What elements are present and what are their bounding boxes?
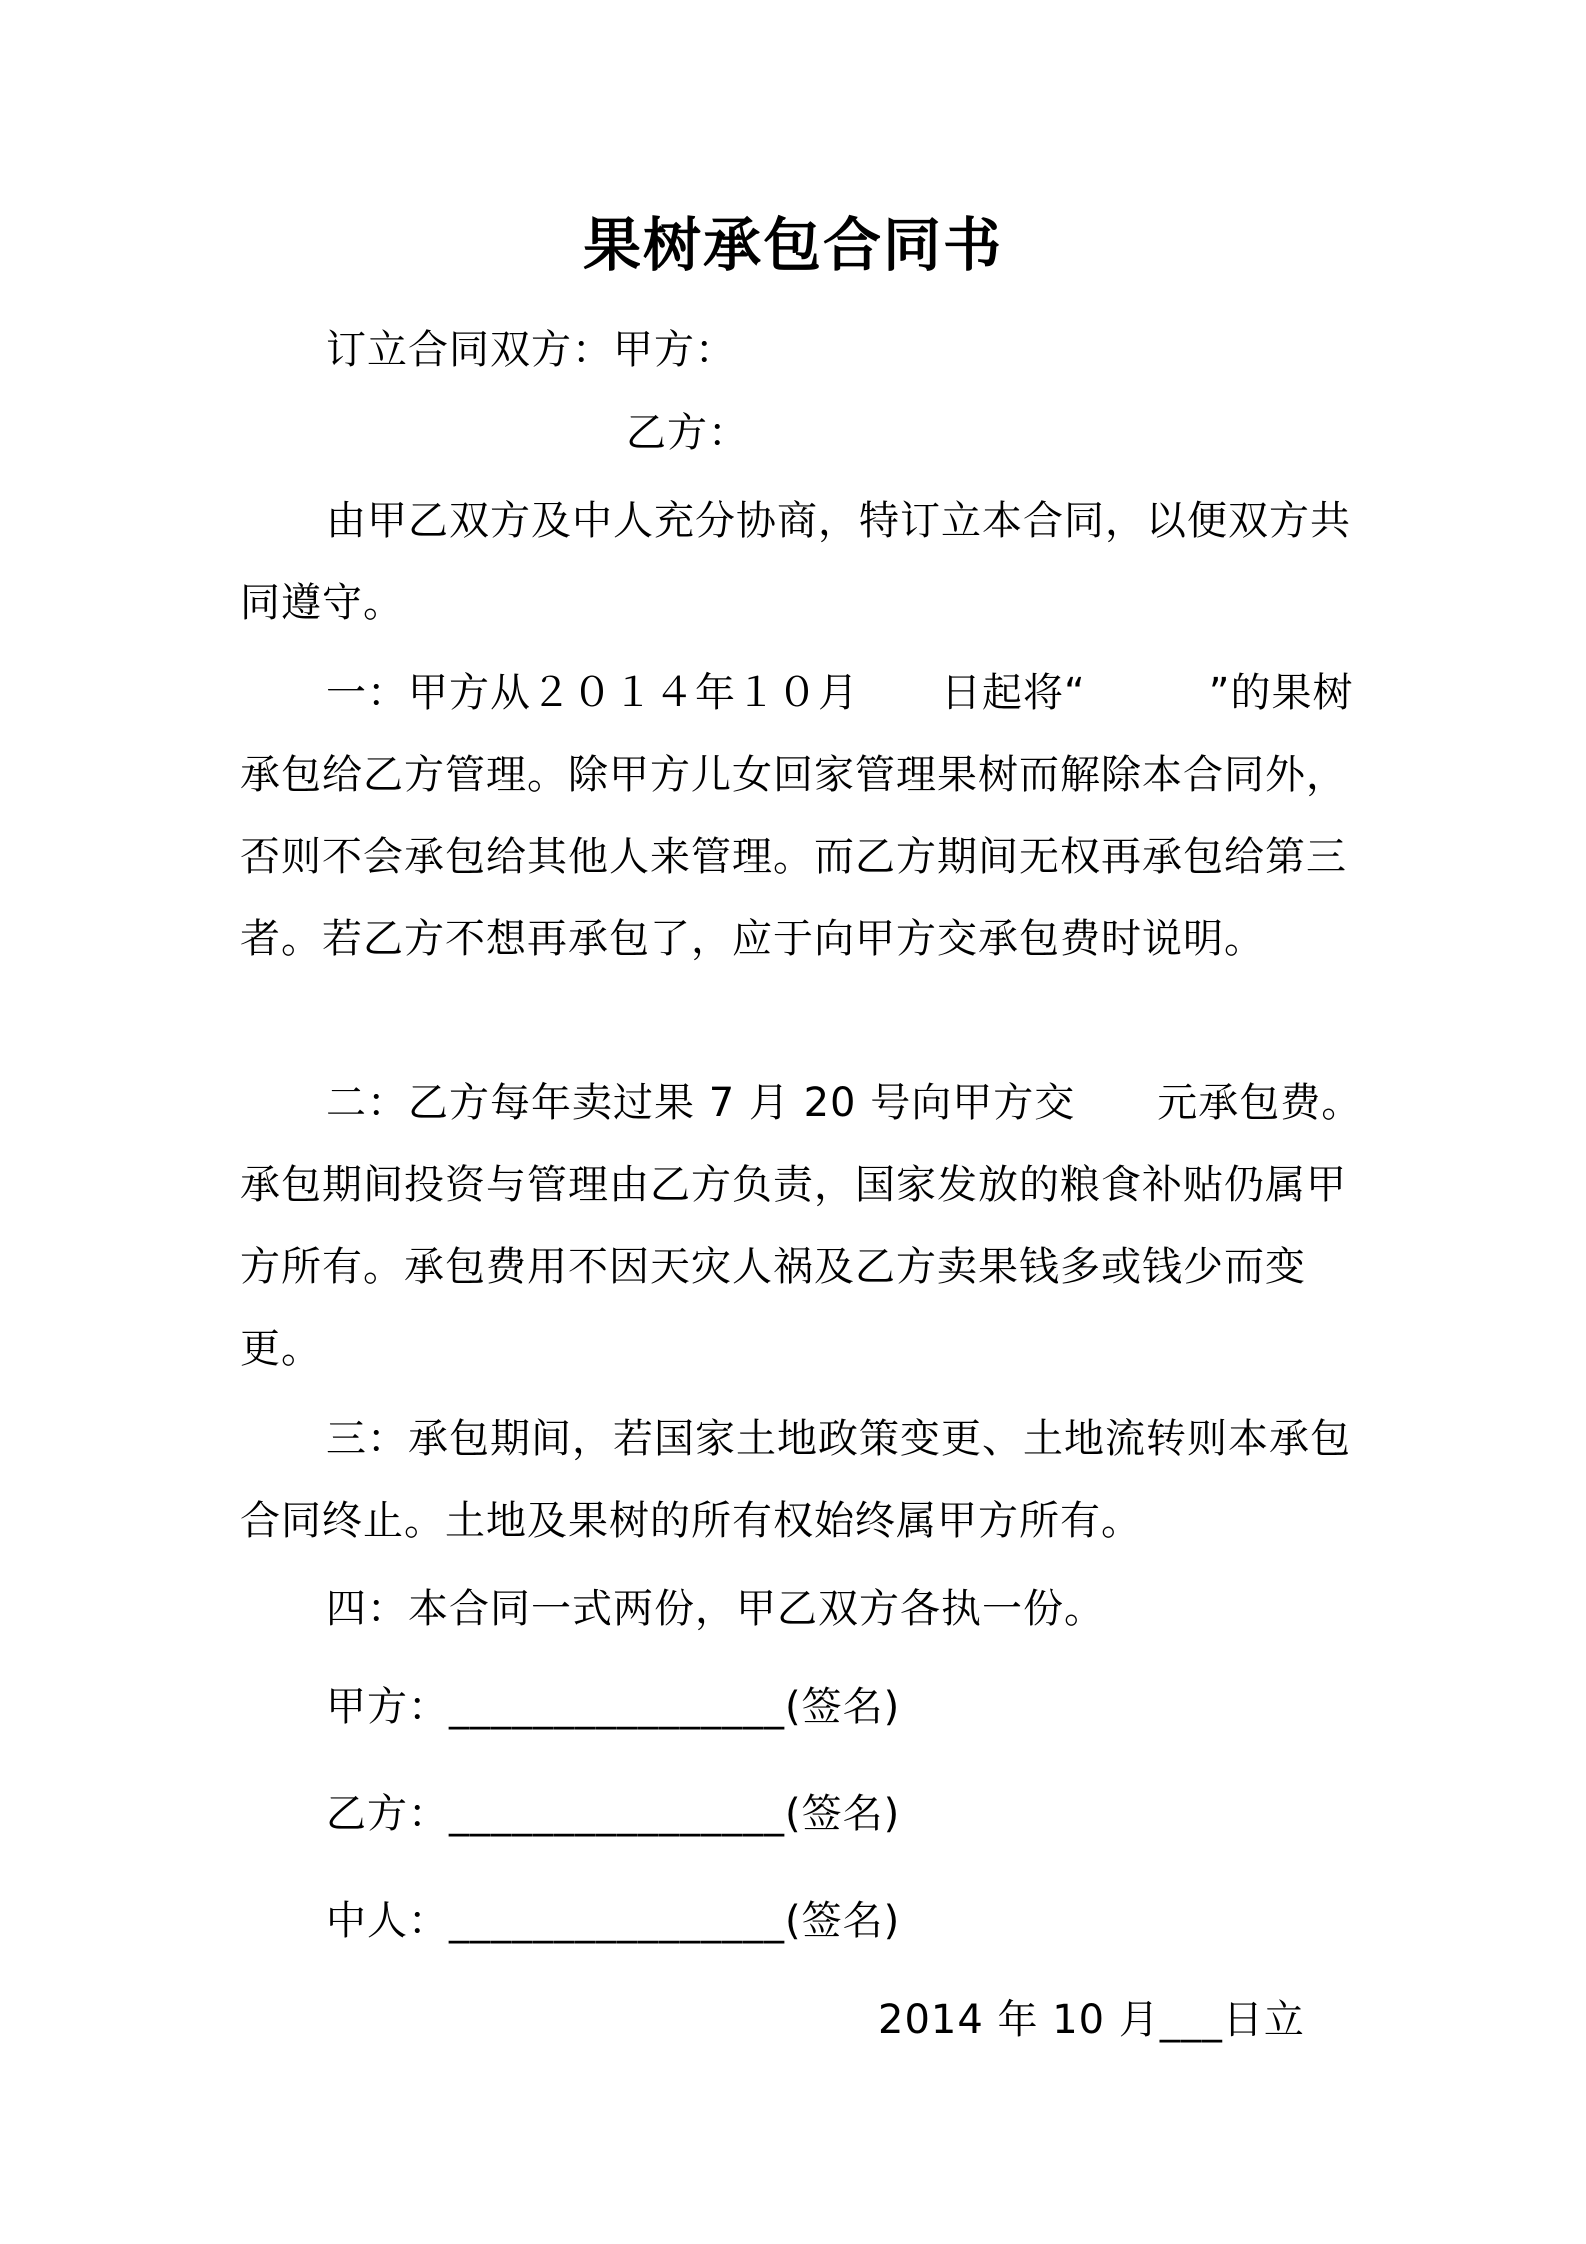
document-title: 果树承包合同书 — [582, 211, 1003, 279]
signature-party-b: 乙方：________________(签名) — [326, 1791, 901, 1837]
clause-two: 二：乙方每年卖过果 7 月 20 号向甲方交 元承包费。承包期间投资与管理由乙方负责，国家发放的粮食补贴仍属甲方所有。承包费用不因天灾人祸及乙方卖果钱多或钱少而变更。 — [240, 1080, 1363, 1372]
clause-three: 三：承包期间，若国家土地政策变更、土地流转则本承包合同终止。土地及果树的所有权始终属甲方所有。 — [240, 1416, 1351, 1544]
parties-line-b: 乙方： — [626, 410, 749, 456]
clause-one: 一：甲方从２０１４年１０月 日起将“ ”的果树承包给乙方管理。除甲方儿女回家管理果树而解除本合同外，否则不会承包给其他人来管理。而乙方期间无权再承包给第三者。若乙方不想再承包了，应于向甲方交承包费时说明。 — [240, 670, 1354, 962]
signature-party-a: 甲方：________________(签名) — [326, 1684, 901, 1730]
intro-paragraph: 由甲乙双方及中人充分协商，特订立本合同，以便双方共同遵守。 — [240, 498, 1351, 626]
clause-four: 四：本合同一式两份，甲乙双方各执一份。 — [326, 1586, 1105, 1632]
parties-line-a: 订立合同双方：甲方： — [326, 327, 736, 373]
signature-middleman: 中人：________________(签名) — [326, 1898, 901, 1944]
contract-date: 2014 年 10 月___日立 — [878, 1997, 1305, 2043]
